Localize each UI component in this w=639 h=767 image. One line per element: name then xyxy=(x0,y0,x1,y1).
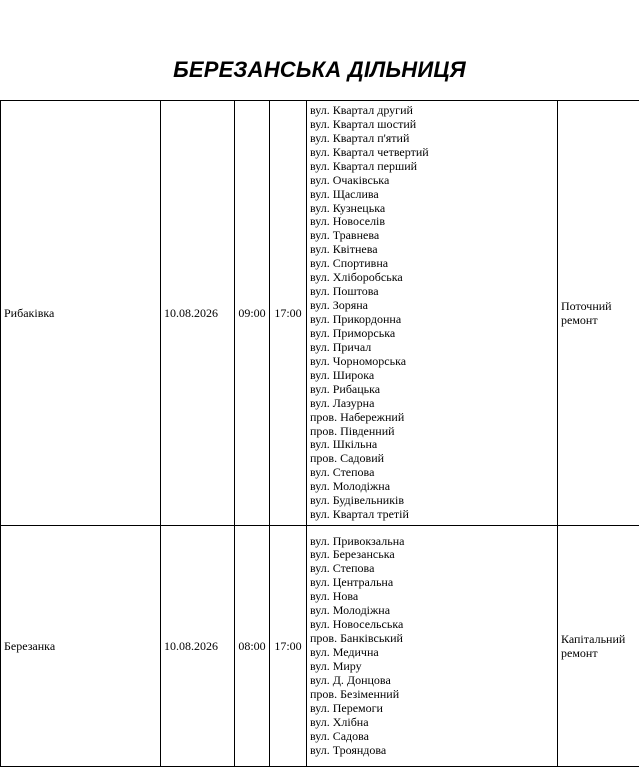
street-item: пров. Безіменний xyxy=(310,688,554,702)
end-time-cell: 17:00 xyxy=(270,101,307,526)
street-item: вул. Трояндова xyxy=(310,744,554,758)
street-item: вул. Садова xyxy=(310,730,554,744)
street-item: вул. Зоряна xyxy=(310,299,554,313)
street-item: вул. Шкільна xyxy=(310,438,554,452)
street-item: пров. Банківський xyxy=(310,632,554,646)
date-cell: 10.08.2026 xyxy=(161,526,235,767)
table-row xyxy=(1,526,639,767)
street-item: вул. Поштова xyxy=(310,285,554,299)
outage-schedule-table xyxy=(0,100,639,767)
street-item: вул. Приморська xyxy=(310,327,554,341)
start-time-cell: 08:00 xyxy=(235,526,270,767)
end-time-cell: 17:00 xyxy=(270,526,307,767)
work-type-cell: Капітальний ремонт xyxy=(558,526,639,767)
street-item: вул. Перемоги xyxy=(310,702,554,716)
street-item: вул. Спортивна xyxy=(310,257,554,271)
street-item: вул. Новоселів xyxy=(310,215,554,229)
street-item: вул. Квартал шостий xyxy=(310,118,554,132)
settlement-cell: Березанка xyxy=(1,526,161,767)
street-item: вул. Молодіжна xyxy=(310,480,554,494)
street-item: вул. Хлібна xyxy=(310,716,554,730)
street-item: вул. Медична xyxy=(310,646,554,660)
street-item: вул. Лазурна xyxy=(310,397,554,411)
street-item: пров. Набережний xyxy=(310,411,554,425)
street-item: вул. Щаслива xyxy=(310,188,554,202)
street-item: вул. Хліборобська xyxy=(310,271,554,285)
street-item: вул. Привокзальна xyxy=(310,535,554,549)
street-item: вул. Степова xyxy=(310,466,554,480)
street-item: вул. Квартал другий xyxy=(310,104,554,118)
street-item: вул. Нова xyxy=(310,590,554,604)
street-item: вул. Березанська xyxy=(310,548,554,562)
streets-cell xyxy=(307,101,558,526)
street-item: вул. Квартал перший xyxy=(310,160,554,174)
street-item: вул. Степова xyxy=(310,562,554,576)
street-item: вул. Будівельників xyxy=(310,494,554,508)
street-item: вул. Кузнецька xyxy=(310,202,554,216)
street-item: пров. Садовий xyxy=(310,452,554,466)
street-item: вул. Миру xyxy=(310,660,554,674)
street-item: вул. Квартал четвертий xyxy=(310,146,554,160)
street-item: вул. Квітнева xyxy=(310,243,554,257)
street-item: вул. Центральна xyxy=(310,576,554,590)
streets-cell xyxy=(307,526,558,767)
street-item: вул. Чорноморська xyxy=(310,355,554,369)
street-item: вул. Широка xyxy=(310,369,554,383)
street-item: вул. Новосельська xyxy=(310,618,554,632)
street-item: вул. Прикордонна xyxy=(310,313,554,327)
street-item: вул. Квартал п'ятий xyxy=(310,132,554,146)
table-row xyxy=(1,101,639,526)
street-item: вул. Квартал третій xyxy=(310,508,554,522)
street-item: вул. Молодіжна xyxy=(310,604,554,618)
page-title: БЕРЕЗАНСЬКА ДІЛЬНИЦЯ xyxy=(0,57,639,83)
settlement-cell: Рибаківка xyxy=(1,101,161,526)
street-item: пров. Південний xyxy=(310,425,554,439)
street-item: вул. Очаківська xyxy=(310,174,554,188)
street-item: вул. Рибацька xyxy=(310,383,554,397)
street-item: вул. Причал xyxy=(310,341,554,355)
street-item: вул. Д. Донцова xyxy=(310,674,554,688)
work-type-cell: Поточний ремонт xyxy=(558,101,639,526)
start-time-cell: 09:00 xyxy=(235,101,270,526)
street-item: вул. Травнева xyxy=(310,229,554,243)
date-cell: 10.08.2026 xyxy=(161,101,235,526)
